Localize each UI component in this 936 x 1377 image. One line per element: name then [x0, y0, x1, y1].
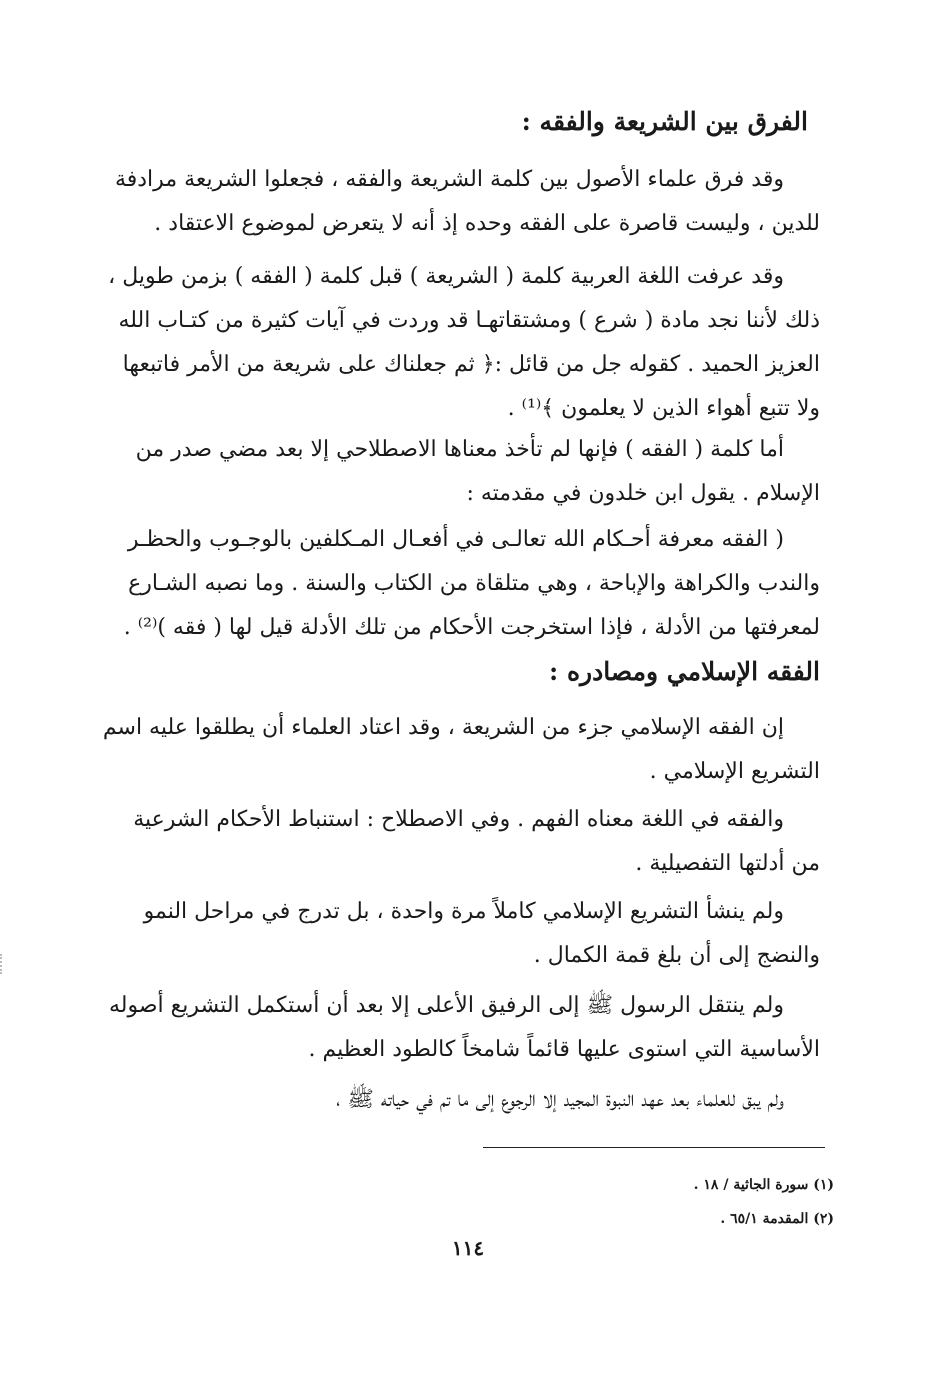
paragraph-line: ولم ينتقل الرسول ﷺ إلى الرفيق الأعلى إلا بعد أن أستكمل التشريع أصوله: [108, 993, 784, 1018]
paragraph-line: إن الفقه الإسلامي جزء من الشريعة ، وقد اعتاد العلماء أن يطلقوا عليه اسم: [102, 715, 784, 740]
paragraph-9: [100, 1078, 820, 1122]
paragraph-line: الإسلام . يقول ابن خلدون في مقدمته :: [466, 481, 820, 506]
paragraph-line: العزيز الحميد . كقوله جل من قائل :﴿ ثم جعلناك على شريعة من الأمر فاتبعها: [122, 352, 820, 377]
paragraph-line: وقد فرق علماء الأصول بين كلمة الشريعة والفقه ، فجعلوا الشريعة مرادفة: [114, 167, 784, 192]
paragraph-line: التشريع الإسلامي .: [649, 759, 820, 784]
paragraph-2: [100, 255, 820, 431]
paragraph-line: ولم يبق للعلماء بعد عهد النبوة المجيد إلا الرجوع إلى ما تم في حياته ﷺ ،: [336, 1087, 784, 1112]
scan-margin-mark: [0, 954, 8, 974]
paragraph-4-quote: [100, 518, 820, 650]
paragraph-line: وقد عرفت اللغة العربية كلمة ( الشريعة ) قبل كلمة ( الفقه ) بزمن طويل ،: [108, 264, 784, 289]
section-heading-sharia-vs-fiqh: الفرق بين الشريعة والفقه :: [521, 107, 808, 136]
paragraph-line: ولم ينشأ التشريع الإسلامي كاملاً مرة واحدة ، بل تدرج في مراحل النمو: [143, 899, 784, 924]
paragraph-5: [100, 706, 820, 794]
paragraph-line: لمعرفتها من الأدلة ، فإذا استخرجت الأحكام من تلك الأدلة قيل لها ( فقه )⁽²⁾ .: [123, 615, 820, 640]
paragraph-line: والندب والكراهة والإباحة ، وهي متلقاة من الكتاب والسنة . وما نصبه الشـارع: [128, 571, 820, 596]
footnote-2: (٢) المقدمة ٦٥/١ .: [720, 1211, 834, 1227]
paragraph-line: والفقه في اللغة معناه الفهم . وفي الاصطلاح : استنباط الأحكام الشرعية: [133, 807, 784, 832]
paragraph-line: للدين ، وليست قاصرة على الفقه وحده إذ أنه لا يتعرض لموضوع الاعتقاد .: [154, 211, 820, 236]
paragraph-line: أما كلمة ( الفقه ) فإنها لم تأخذ معناها الاصطلاحي إلا بعد مضي صدر من: [135, 437, 784, 462]
paragraph-8: [100, 984, 820, 1072]
paragraph-1: [100, 158, 820, 246]
page-number: ١١٤: [451, 1236, 485, 1260]
paragraph-6: [100, 798, 820, 886]
paragraph-3: [100, 428, 820, 516]
section-heading-islamic-fiqh: الفقه الإسلامي ومصادره :: [549, 657, 820, 686]
paragraph-line: الأساسية التي استوى عليها قائماً شامخاً كالطود العظيم .: [308, 1037, 820, 1062]
footnotes: [434, 1168, 834, 1236]
paragraph-line: ولا تتبع أهواء الذين لا يعلمون ﴾⁽¹⁾ .: [507, 396, 820, 421]
paragraph-line: من أدلتها التفصيلية .: [635, 851, 820, 876]
paragraph-line: ذلك لأننا نجد مادة ( شرع ) ومشتقاتهـا قد وردت في آيات كثيرة من كتـاب الله: [118, 308, 820, 333]
paragraph-line: والنضج إلى أن بلغ قمة الكمال .: [533, 943, 820, 968]
footnote-separator: [483, 1147, 825, 1148]
paragraph-line: ( الفقه معرفة أحـكام الله تعالـى في أفعـال المـكلفين بالوجـوب والحظـر: [127, 527, 784, 552]
footnote-1: (١) سورة الجاثية / ١٨ .: [693, 1177, 834, 1193]
paragraph-7: [100, 890, 820, 978]
